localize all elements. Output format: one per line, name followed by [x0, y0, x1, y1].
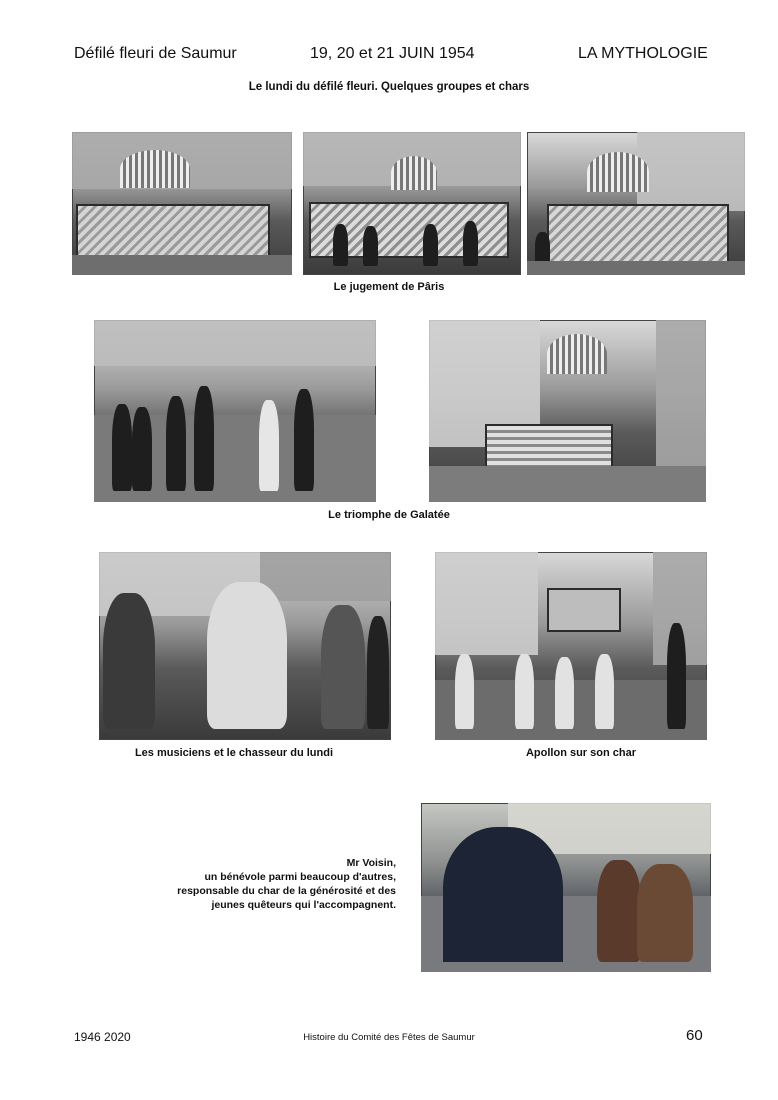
caption-paris: Le jugement de Pâris	[333, 281, 445, 293]
caption-musiciens: Les musiciens et le chasseur du lundi	[134, 747, 334, 759]
photo-apollon	[435, 552, 707, 740]
header-center: 19, 20 et 21 JUIN 1954	[310, 45, 475, 62]
footer-title: Histoire du Comité des Fêtes de Saumur	[303, 1032, 475, 1043]
page-number: 60	[686, 1027, 703, 1044]
photo-galatee-1	[94, 320, 376, 502]
photo-galatee-2	[429, 320, 706, 502]
header-right: LA MYTHOLOGIE	[578, 45, 708, 62]
caption-galatee: Le triomphe de Galatée	[328, 509, 450, 521]
note-line-4: jeunes quêteurs qui l'accompagnent.	[211, 899, 396, 911]
photo-paris-2	[303, 132, 521, 275]
photo-paris-1	[72, 132, 292, 275]
caption-apollon: Apollon sur son char	[525, 747, 636, 759]
page-subtitle: Le lundi du défilé fleuri. Quelques groupes et chars	[248, 81, 530, 93]
note-voisin	[150, 856, 396, 912]
note-line-3: responsable du char de la générosité et des	[177, 885, 396, 897]
footer-years: 1946 2020	[74, 1030, 131, 1044]
note-line-1: Mr Voisin,	[346, 857, 396, 869]
note-line-2: un bénévole parmi beaucoup d'autres,	[204, 871, 396, 883]
photo-musiciens	[99, 552, 391, 740]
header-left: Défilé fleuri de Saumur	[74, 45, 237, 62]
photo-voisin	[421, 803, 711, 972]
photo-paris-3	[527, 132, 745, 275]
